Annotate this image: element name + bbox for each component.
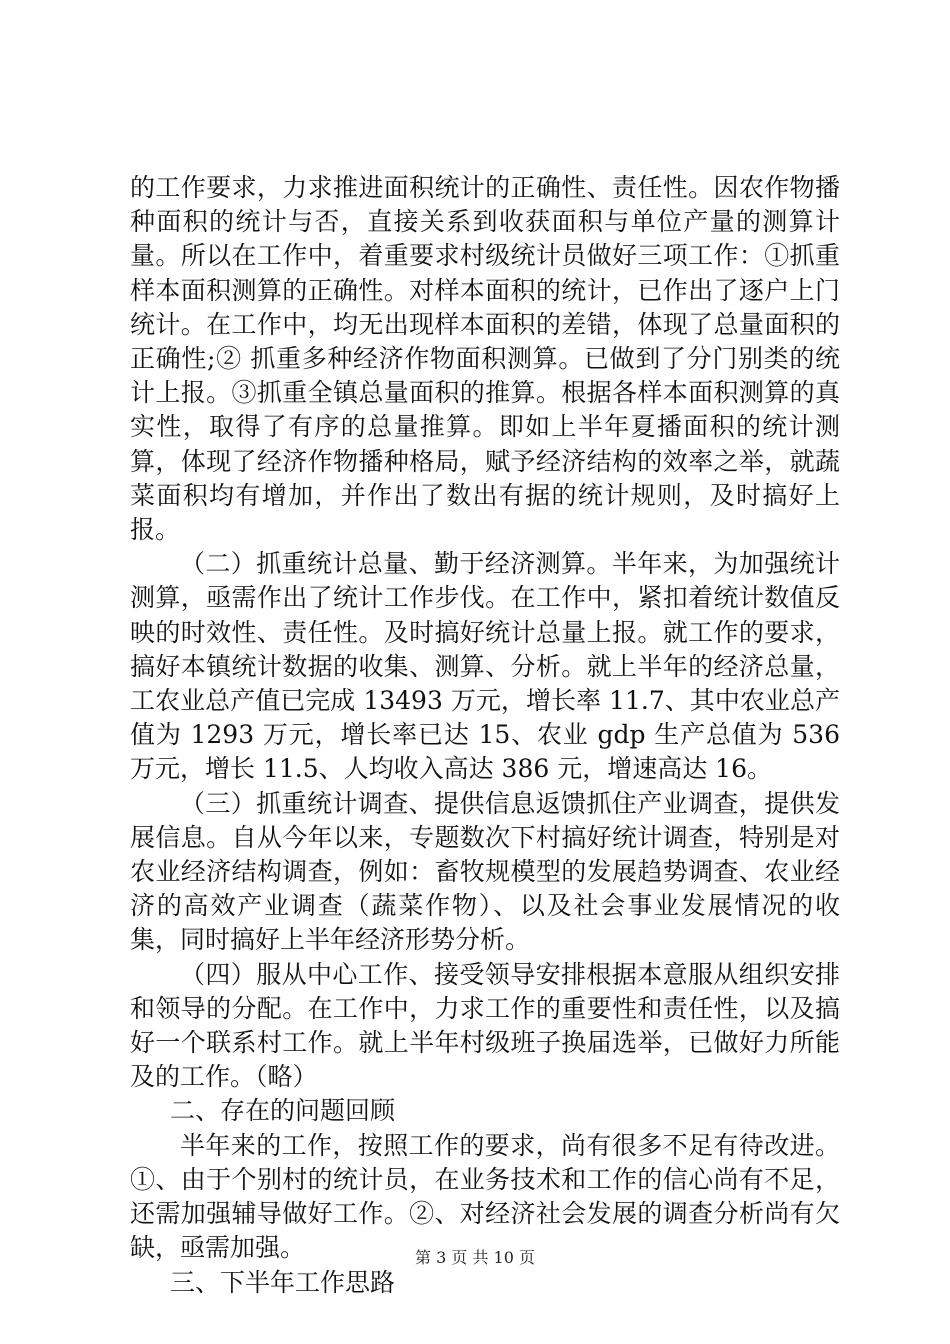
paragraph-problems: 半年来的工作，按照工作的要求，尚有很多不足有待改进。①、由于个别村的统计员，在业务技术和工作的信心尚有不足，还需加强辅导做好工作。②、对经济社会发展的调查分析尚有欠缺，亟需加强。 xyxy=(130,1130,840,1263)
paragraph-continued-area-stats: 的工作要求，力求推进面积统计的正确性、责任性。因农作物播种面积的统计与否，直接关系到收获面积与单位产量的测算计量。所以在工作中，着重要求村级统计员做好三项工作：①抓重样本面积测算的正确性。对样本面积的统计，已作出了逐户上门统计。在工作中，均无出现样本面积的差错，体现了总量面积的正确性;② 抓重多种经济作物面积测算。已做到了分门别类的统计上报。③抓重全镇总量面积的推算。根据各样本面积测算的真实性，取得了有序的总量推算。即如上半年夏播面积的统计测算，体现了经济作物播种格局，赋予经济结构的效率之举，就蔬菜面积均有增加，并作出了数出有据的统计规则，及时搞好上报。 xyxy=(130,173,840,545)
paragraph-section-four: （四）服从中心工作、接受领导安排根据本意服从组织安排和领导的分配。在工作中，力求工作的重要性和责任性，以及搞好一个联系村工作。就上半年村级班子换届选举，已做好力所能及的工作。（略） xyxy=(130,959,840,1092)
document-body xyxy=(130,171,840,1300)
heading-second-half-plan: 三、下半年工作思路 xyxy=(170,1267,396,1297)
paragraph-section-three: （三）抓重统计调查、提供信息返馈抓住产业调查，提供发展信息。自从今年以来，专题数次下村搞好统计调查，特别是对农业经济结构调查，例如：畜牧规模型的发展趋势调查、农业经济的高效产业调查（蔬菜作物）、以及社会事业发展情况的收集，同时搞好上半年经济形势分析。 xyxy=(130,788,840,955)
paragraph-section-two: （二）抓重统计总量、勤于经济测算。半年来，为加强统计测算，亟需作出了统计工作步伐。在工作中，紧扣着统计数值反映的时效性、责任性。及时搞好统计总量上报。就工作的要求，搞好本镇统计数据的收集、测算、分析。就上半年的经济总量，工农业总产值已完成 13493 万元，增长率 11.7、其中农业总产值为 1293 万元，增长率已达 15、农业 gdp 生产总值为 536 万元，增长 11.5、人均收入高达 386 元，增速高达 16。 xyxy=(130,549,840,784)
heading-problems-review: 二、存在的问题回顾 xyxy=(170,1096,396,1126)
page-footer: 第 3 页 共 10 页 xyxy=(415,1248,535,1267)
